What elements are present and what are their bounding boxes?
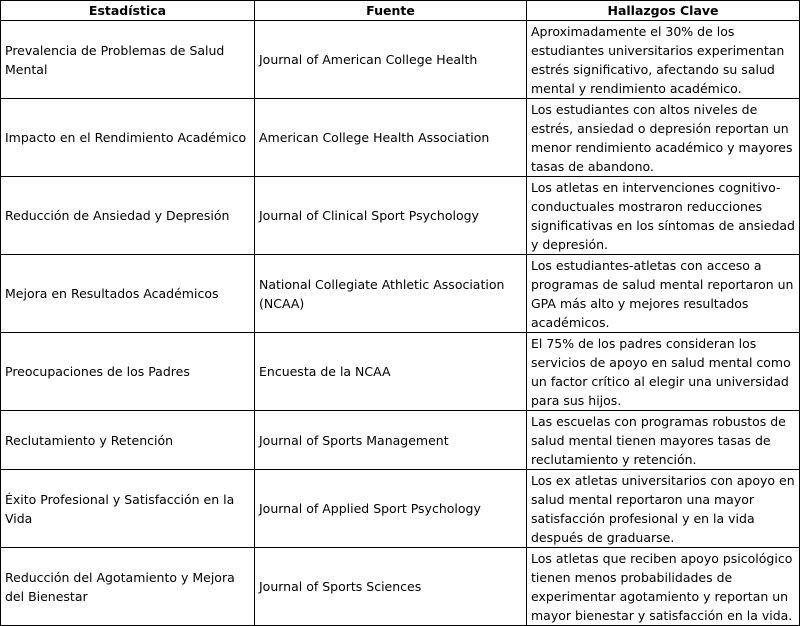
- source-cell: National Collegiate Athletic Association (NCAA): [255, 255, 527, 333]
- finding-cell: Los estudiantes-atletas con acceso a programas de salud mental reportaron un GPA más alto y mejores resultados académicos.: [527, 255, 800, 333]
- table-row: [1, 333, 800, 411]
- statistic-cell: Prevalencia de Problemas de Salud Mental: [1, 21, 255, 99]
- header-statistic: Estadística: [1, 1, 255, 21]
- finding-cell: Aproximadamente el 30% de los estudiantes universitarios experimentan estrés significativo, afectando su salud mental y rendimiento académico.: [527, 21, 800, 99]
- header-row: [1, 1, 800, 21]
- statistic-cell: Éxito Profesional y Satisfacción en la Vida: [1, 470, 255, 548]
- finding-cell: Los estudiantes con altos niveles de estrés, ansiedad o depresión reportan un menor rendimiento académico y mayores tasas de abandono.: [527, 99, 800, 177]
- statistic-cell: Impacto en el Rendimiento Académico: [1, 99, 255, 177]
- source-cell: Journal of American College Health: [255, 21, 527, 99]
- source-cell: Journal of Sports Management: [255, 411, 527, 470]
- statistic-cell: Reducción del Agotamiento y Mejora del Bienestar: [1, 548, 255, 626]
- statistic-cell: Reducción de Ansiedad y Depresión: [1, 177, 255, 255]
- table-row: [1, 177, 800, 255]
- table-row: [1, 411, 800, 470]
- finding-cell: Las escuelas con programas robustos de salud mental tienen mayores tasas de reclutamiento y retención.: [527, 411, 800, 470]
- source-cell: Journal of Clinical Sport Psychology: [255, 177, 527, 255]
- finding-cell: Los atletas en intervenciones cognitivo-conductuales mostraron reducciones significativas en los síntomas de ansiedad y depresión.: [527, 177, 800, 255]
- statistic-cell: Reclutamiento y Retención: [1, 411, 255, 470]
- table-row: [1, 255, 800, 333]
- statistic-cell: Mejora en Resultados Académicos: [1, 255, 255, 333]
- source-cell: Encuesta de la NCAA: [255, 333, 527, 411]
- finding-cell: Los atletas que reciben apoyo psicológico tienen menos probabilidades de experimentar agotamiento y reportan un mayor bienestar y satisfacción en la vida.: [527, 548, 800, 626]
- finding-cell: El 75% de los padres consideran los servicios de apoyo en salud mental como un factor crítico al elegir una universidad para sus hijos.: [527, 333, 800, 411]
- table-row: [1, 21, 800, 99]
- source-cell: Journal of Applied Sport Psychology: [255, 470, 527, 548]
- source-cell: Journal of Sports Sciences: [255, 548, 527, 626]
- finding-cell: Los ex atletas universitarios con apoyo en salud mental reportaron una mayor satisfacción profesional y en la vida después de graduarse.: [527, 470, 800, 548]
- header-key-findings: Hallazgos Clave: [527, 1, 800, 21]
- table-row: [1, 99, 800, 177]
- table-row: [1, 470, 800, 548]
- header-source: Fuente: [255, 1, 527, 21]
- source-cell: American College Health Association: [255, 99, 527, 177]
- statistic-cell: Preocupaciones de los Padres: [1, 333, 255, 411]
